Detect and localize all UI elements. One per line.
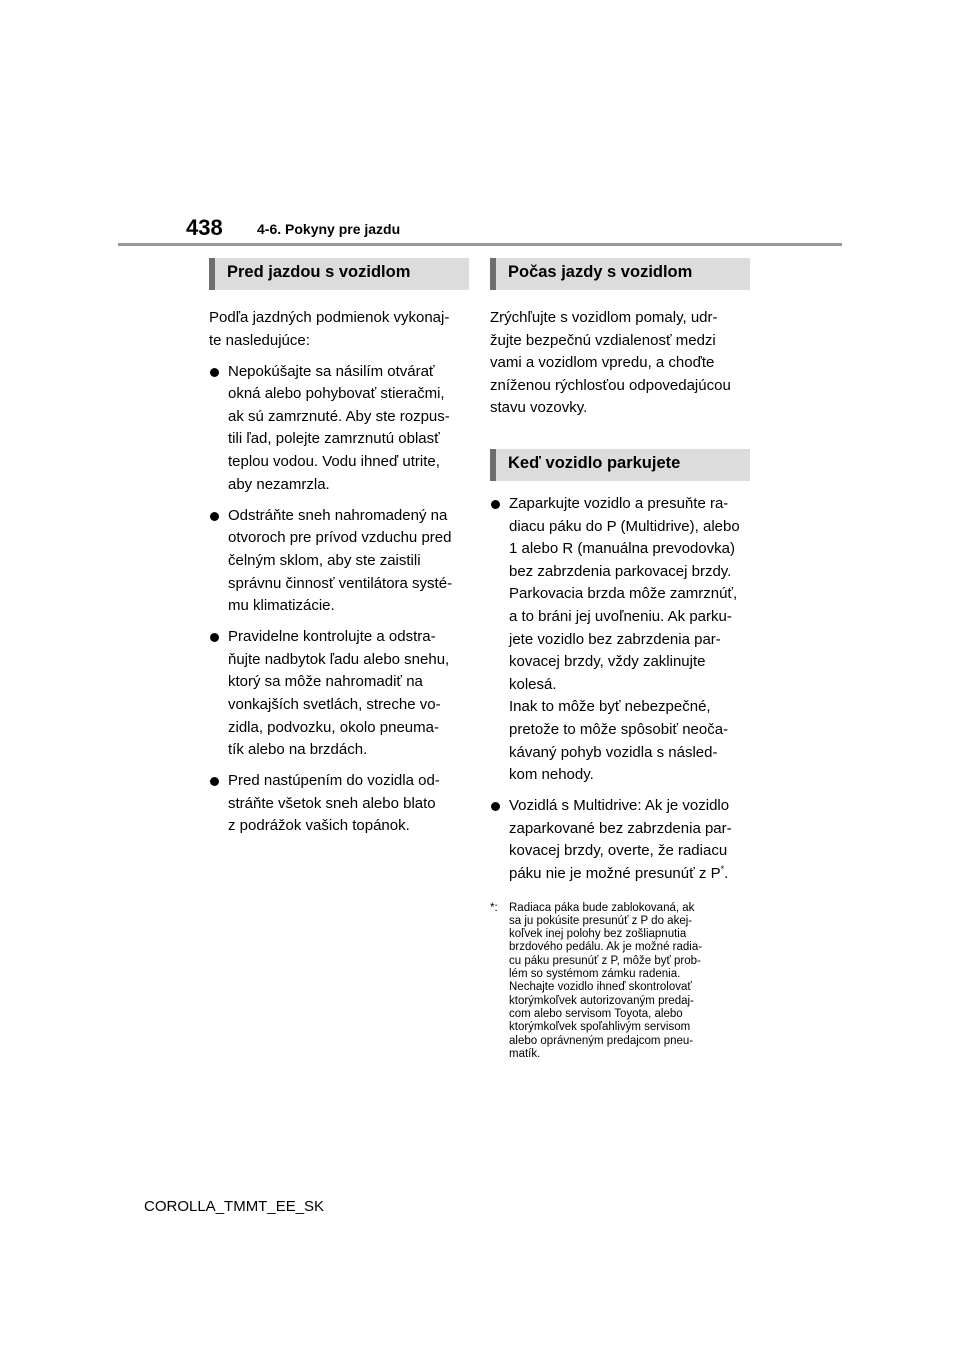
bullet-ice-snow-check <box>209 626 469 762</box>
bullet-line: jete vozidlo bez zabrzdenia par- <box>509 630 721 648</box>
bullet-multidrive <box>490 795 750 885</box>
bullet-line: správnu činnosť ventilátora systé- <box>228 574 453 592</box>
bullet-line: mu klimatizácie. <box>228 597 335 615</box>
right-paragraph <box>490 307 750 420</box>
intro-line: Podľa jazdných podmienok vykonaj- <box>209 309 450 326</box>
footnote-line: sa ju pokúsite presunúť z P do akej- <box>509 914 693 927</box>
right-bullet-list <box>490 493 750 886</box>
bullet-line: Inak to môže byť nebezpečné, <box>509 698 711 716</box>
footnote-line: ktorýmkoľvek autorizovaným predaj- <box>509 994 694 1007</box>
bullet-line: kovacej brzdy, overte, že radiacu <box>509 842 728 860</box>
footnote-line: koľvek inej polohy bez zošliapnutia <box>509 928 687 941</box>
para-line: žujte bezpečnú vzdialenosť medzi <box>490 331 716 349</box>
heading-before-driving: Pred jazdou s vozidlom <box>209 258 469 290</box>
left-intro <box>209 307 469 352</box>
heading-parking: Keď vozidlo parkujete <box>490 449 750 481</box>
bullet-line: okná alebo pohybovať stieračmi, <box>228 385 445 403</box>
para-line: stavu vozovky. <box>490 399 588 417</box>
footnote-ref: * <box>720 863 725 874</box>
para-line: vami a vozidlom vpredu, a choďte <box>490 354 715 372</box>
left-bullet-list <box>209 361 469 838</box>
footnote-line: matík. <box>509 1047 541 1060</box>
bullet-line: tík alebo na brzdách. <box>228 741 368 759</box>
footnote-line: alebo oprávneným predajcom pneu- <box>509 1034 694 1047</box>
footnote-line: cu páku presunúť z P, môže byť prob- <box>509 954 701 967</box>
bullet-line: kolesá. <box>509 675 557 693</box>
header-rule <box>118 243 842 246</box>
bullet-line: ktorý sa môže nahromadiť na <box>228 673 423 691</box>
page-number: 438 <box>186 215 223 240</box>
bullet-line: diacu páku do P (Multidrive), alebo <box>509 517 740 535</box>
bullet-windows-wipers <box>209 361 469 497</box>
bullet-line: otvoroch pre prívod vzduchu pred <box>228 529 452 547</box>
bullet-line: a to bráni jej uvoľneniu. Ak parku- <box>509 607 732 625</box>
bullet-line: kovacej brzdy, vždy zaklinujte <box>509 653 706 671</box>
bullet-line: Pravidelne kontrolujte a odstra- <box>228 628 436 646</box>
bullet-line: z podrážok vašich topánok. <box>228 817 410 835</box>
bullet-line-end: . <box>724 864 729 882</box>
para-line: Zrýchľujte s vozidlom pomaly, udr- <box>490 309 718 326</box>
bullet-line: čelným sklom, aby ste zaistili <box>228 551 421 569</box>
bullet-line: tili ľad, polejte zamrznutú oblasť <box>228 430 440 448</box>
bullet-line: Vozidlá s Multidrive: Ak je vozidlo <box>509 797 730 815</box>
footnote-line: lém so systémom zámku radenia. <box>509 968 681 981</box>
bullet-shoes <box>209 770 469 838</box>
bullet-line: stráňte všetok sneh alebo blato <box>228 794 436 812</box>
right-column <box>490 258 750 1061</box>
bullet-air-intake <box>209 505 469 618</box>
footnote <box>490 902 750 1062</box>
document-id: COROLLA_TMMT_EE_SK <box>144 1198 325 1215</box>
bullet-line: Parkovacia brzda môže zamrznúť, <box>509 585 738 603</box>
bullet-line: kávaný pohyb vozidla s násled- <box>509 743 718 761</box>
bullet-line: 1 alebo R (manuálna prevodovka) <box>509 540 735 558</box>
footnote-mark: *: <box>490 901 498 914</box>
para-line: zníženou rýchlosťou odpovedajúcou <box>490 376 731 394</box>
footnote-line: com alebo servisom Toyota, alebo <box>509 1007 683 1020</box>
bullet-line-last <box>509 863 750 886</box>
section-title: 4-6. Pokyny pre jazdu <box>257 221 401 237</box>
heading-while-driving: Počas jazdy s vozidlom <box>490 258 750 290</box>
bullet-line: kom nehody. <box>509 766 594 784</box>
bullet-line: Odstráňte sneh nahromadený na <box>228 506 448 524</box>
left-column <box>209 258 469 838</box>
footnote-line: Radiaca páka bude zablokovaná, ak <box>509 901 695 914</box>
bullet-line: pretože to môže spôsobiť neoča- <box>509 720 729 738</box>
footnote-line: brzdového pedálu. Ak je možné radia- <box>509 941 703 954</box>
footnote-line: ktorýmkoľvek spoľahlivým servisom <box>509 1021 691 1034</box>
bullet-line: ňujte nadbytok ľadu alebo snehu, <box>228 650 450 668</box>
bullet-line: ak sú zamrznuté. Aby ste rozpus- <box>228 407 450 425</box>
bullet-line: Zaparkujte vozidlo a presuňte ra- <box>509 494 729 512</box>
bullet-line: zidla, podvozku, okolo pneuma- <box>228 718 439 736</box>
bullet-line: Nepokúšajte sa násilím otvárať <box>228 362 435 380</box>
bullet-line: bez zabrzdenia parkovacej brzdy. <box>509 562 732 580</box>
footnote-line: Nechajte vozidlo ihneď skontrolovať <box>509 981 692 994</box>
bullet-line: teplou vodou. Vodu ihneď utrite, <box>228 453 440 471</box>
bullet-line: zaparkované bez zabrzdenia par- <box>509 819 732 837</box>
bullet-line-text: páku nie je možné presunúť z P <box>509 864 721 882</box>
bullet-line: aby nezamrzla. <box>228 475 330 493</box>
bullet-park-lever <box>490 493 750 787</box>
bullet-line: vonkajších svetlách, streche vo- <box>228 696 441 713</box>
bullet-line: Pred nastúpením do vozidla od- <box>228 772 440 790</box>
intro-line: te nasledujúce: <box>209 331 310 349</box>
